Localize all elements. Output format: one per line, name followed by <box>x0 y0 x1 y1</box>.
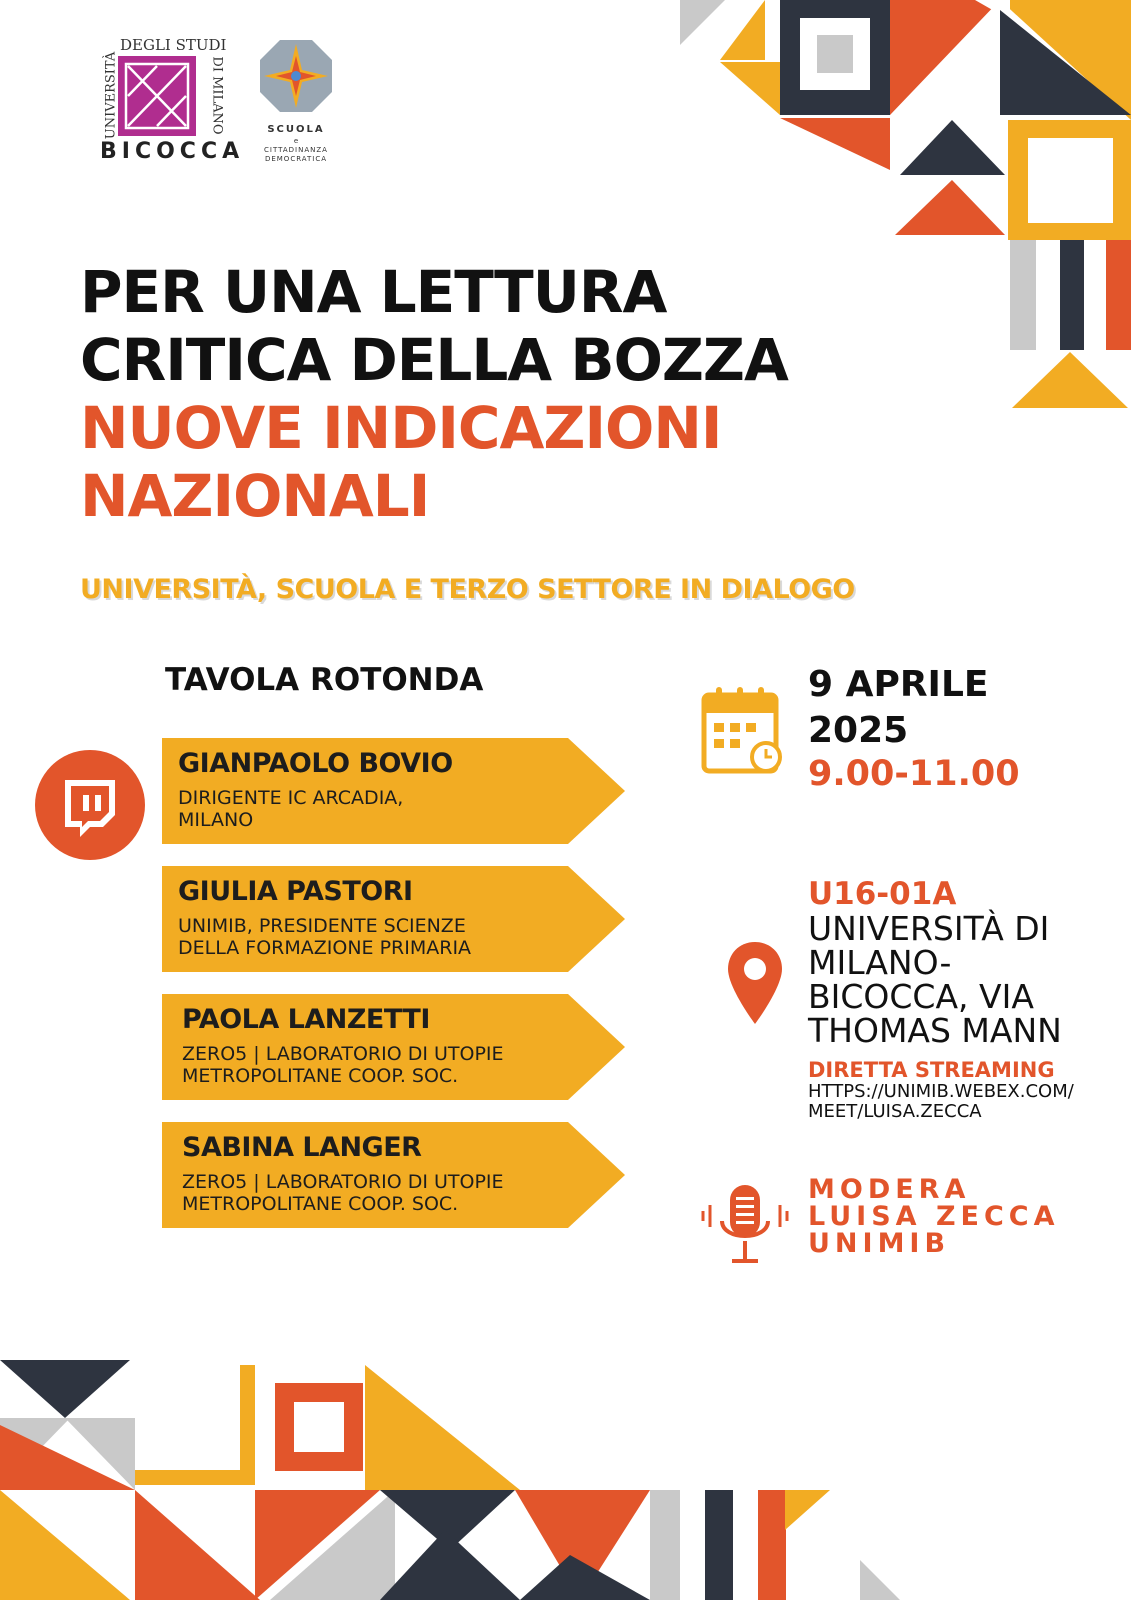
speaker-role: DIRIGENTE IC ARCADIA, <box>178 787 404 809</box>
speaker-role: MILANO <box>178 809 254 831</box>
address-line: THOMAS MANN <box>808 1011 1062 1050</box>
calendar-icon <box>700 685 786 777</box>
speaker-card <box>178 876 471 959</box>
moderator-label: MODERA <box>808 1174 971 1205</box>
event-location <box>808 876 1074 1122</box>
address-line: MILANO- <box>808 943 952 982</box>
title-line-2: CRITICA DELLA BOZZA <box>80 326 788 394</box>
moderator-block <box>808 1176 1060 1257</box>
title-line-1: PER UNA LETTURA <box>80 258 667 326</box>
streaming-url[interactable]: MEET/LUISA.ZECCA <box>808 1101 982 1122</box>
streaming-url[interactable]: HTTPS://UNIMIB.WEBEX.COM/ <box>808 1081 1074 1102</box>
speaker-name: GIANPAOLO BOVIO <box>178 748 453 779</box>
moderator-name: LUISA ZECCA <box>808 1201 1060 1232</box>
speaker-role: METROPOLITANE COOP. SOC. <box>182 1193 459 1215</box>
speaker-name: GIULIA PASTORI <box>178 876 413 907</box>
scuola-logo-text-3: CITTADINANZA <box>264 146 328 154</box>
speaker-card <box>182 1132 504 1215</box>
title-line-3: NUOVE INDICAZIONI <box>80 394 722 462</box>
scuola-logo-text-2: e <box>293 137 299 145</box>
room-code: U16-01A <box>808 876 957 912</box>
logo-text-bicocca: BICOCCA <box>100 139 245 164</box>
date-day-month: 9 APRILE <box>808 664 989 705</box>
speaker-role: ZERO5 | LABORATORIO DI UTOPIE <box>182 1171 504 1193</box>
speaker-name: SABINA LANGER <box>182 1132 422 1163</box>
speaker-card <box>182 1004 504 1087</box>
title-line-4: NAZIONALI <box>80 462 430 530</box>
event-time: 9.00-11.00 <box>808 754 1020 794</box>
speaker-card <box>178 748 453 831</box>
date-year: 2025 <box>808 710 909 751</box>
logo-text-top: DEGLI STUDI <box>120 36 227 54</box>
scuola-logo-text-1: SCUOLA <box>267 124 325 135</box>
address-line: BICOCCA, VIA <box>808 977 1034 1016</box>
subtitle: UNIVERSITÀ, SCUOLA E TERZO SETTORE IN DIALOGO <box>80 574 855 605</box>
scuola-logo-text-4: DEMOCRATICA <box>264 155 328 163</box>
location-pin-icon <box>726 940 784 1026</box>
speaker-name: PAOLA LANZETTI <box>182 1004 430 1035</box>
round-table-heading: TAVOLA ROTONDA <box>165 662 484 698</box>
moderator-affiliation: UNIMIB <box>808 1228 951 1259</box>
microphone-icon <box>700 1183 790 1273</box>
speaker-role: METROPOLITANE COOP. SOC. <box>182 1065 459 1087</box>
streaming-label: DIRETTA STREAMING <box>808 1058 1055 1082</box>
speaker-role: ZERO5 | LABORATORIO DI UTOPIE <box>182 1043 504 1065</box>
logo-text-left: UNIVERSITÀ <box>103 51 119 140</box>
event-date <box>808 662 1020 794</box>
speaker-role: UNIMIB, PRESIDENTE SCIENZE <box>178 915 466 937</box>
logo-text-right: DI MILANO <box>209 56 225 135</box>
address-line: UNIVERSITÀ DI <box>808 909 1050 948</box>
speaker-role: DELLA FORMAZIONE PRIMARIA <box>178 937 472 959</box>
